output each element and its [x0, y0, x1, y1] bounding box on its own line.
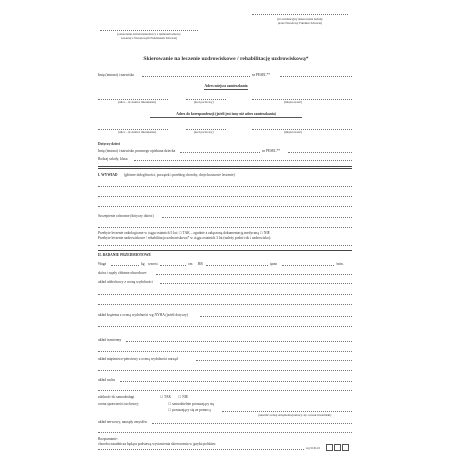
- school-field[interactable]: [134, 160, 352, 161]
- weight-field[interactable]: [111, 265, 139, 266]
- neuro-line-2[interactable]: [98, 390, 352, 391]
- corr-street-caption: (ulica – nr domu i mieszkania): [118, 130, 156, 134]
- lymph-field[interactable]: [156, 274, 352, 275]
- provider-caption-1: (oznaczenie świadczeniodawcy z numerem umowy: [117, 32, 181, 36]
- interview-line-3[interactable]: [98, 206, 352, 207]
- correspondence-heading-underline: [150, 117, 302, 118]
- school-label: Rodzaj szkoły, klasa: [98, 157, 128, 161]
- section-divider-1: [98, 166, 352, 167]
- respiratory-field[interactable]: [160, 283, 352, 284]
- selfcare-label: zdolność do samoobsługi: [98, 395, 135, 399]
- referral-caption-2: przez Narodowy Fundusz Zdrowia): [277, 21, 323, 25]
- selfcare-yes-option[interactable]: ☐ TAK: [160, 395, 172, 399]
- mobility-label: ocena sprawności ruchowej:: [98, 402, 139, 406]
- cardio-line-2[interactable]: [98, 326, 352, 327]
- cardio-field[interactable]: [200, 316, 352, 317]
- musculoskeletal-label: układ mięśniowo-piersiowy z oceną wydolności narząd: [98, 357, 178, 361]
- height-unit: cm: [188, 262, 193, 266]
- guardian-name-label: Imię (imiona) i nazwisko prawnego opiekuna dziecka: [98, 149, 176, 153]
- sense-label: układ nerwowy, narządy zmysłów: [98, 420, 148, 424]
- main-icd-box-3[interactable]: [342, 444, 349, 451]
- patient-name-field[interactable]: [142, 76, 250, 77]
- spa-history-question: Przebyte leczenie uzdrowiskowe / rehabilitacja uzdrowiskowa* w ciągu ostatnich 3 lat (należy podać rok i uzdrowisko):: [98, 236, 271, 240]
- exam-heading: II. BADANIE PRZEDMIOTOWE: [98, 253, 151, 257]
- patient-name-label: Imię (imiona) i nazwisko: [98, 73, 135, 77]
- interview-line-1[interactable]: [98, 186, 352, 187]
- address-heading: Adres miejsca zamieszkania: [204, 84, 248, 88]
- vaccination-field[interactable]: [162, 217, 352, 218]
- rr-field[interactable]: [206, 265, 268, 266]
- neuro-field[interactable]: [120, 381, 352, 382]
- height-label: wzrost: [148, 262, 158, 266]
- tetno-field[interactable]: [282, 265, 334, 266]
- respiratory-label: układ oddechowy z oceną wydolności: [98, 280, 153, 284]
- referral-caption-1: (nr ewidencyjny skierowania nadany: [277, 17, 323, 21]
- sense-line-2[interactable]: [98, 432, 352, 433]
- musculoskeletal-field[interactable]: [196, 360, 352, 361]
- address-city-caption: (miejscowość): [284, 100, 303, 104]
- corr-city-caption: (miejscowość): [284, 130, 303, 134]
- selfcare-no-option[interactable]: ☐ NIE: [178, 395, 189, 399]
- address-heading-underline: [204, 89, 248, 90]
- main-icd-box-1[interactable]: [326, 444, 333, 451]
- main-icd-label: wg ICD-10: [306, 446, 321, 450]
- diagnosis-heading: Rozpoznanie:: [98, 437, 118, 441]
- respiratory-line-3[interactable]: [98, 304, 352, 305]
- provider-stamp-line: [100, 30, 198, 31]
- tetno-unit: /min.: [336, 262, 344, 266]
- provider-caption-2: zawartej z Narodowym Funduszem Zdrowia): [120, 36, 178, 40]
- vaccination-label: Szczepienie ochronne (dotyczy dzieci): [98, 214, 154, 218]
- referral-number-line: [252, 14, 348, 15]
- vaccination-line-2[interactable]: [98, 227, 352, 228]
- digestive-line-2[interactable]: [98, 351, 352, 352]
- interview-heading-note: (główne dolegliwości, początek i przebieg choroby, dotychczasowe leczenie): [124, 173, 235, 177]
- section-divider-2: [98, 168, 352, 169]
- interview-line-2[interactable]: [98, 196, 352, 197]
- address-street-caption: (ulica – nr domu i mieszkania): [118, 100, 156, 104]
- patient-pesel-field[interactable]: [280, 76, 352, 77]
- tetno-label: tętno: [270, 262, 278, 266]
- rr-label: RR: [198, 262, 203, 266]
- patient-pesel-label: nr PESEL**: [252, 73, 271, 77]
- mobility-aid-field[interactable]: [222, 411, 352, 412]
- main-disease-label: choroba zasadnicza będąca podstawą wystawienia skierowania w języku polskim:: [98, 442, 216, 446]
- digestive-field[interactable]: [126, 341, 352, 342]
- height-field[interactable]: [160, 265, 186, 266]
- weight-unit: kg: [141, 262, 145, 266]
- respiratory-line-2[interactable]: [98, 294, 352, 295]
- oncology-question[interactable]: Przebyte leczenie onkologiczne w ciągu ostatnich 5 lat: ☐ TAK – zgodnie z załączoną dokumentacją medyczną ☐ NIE: [98, 231, 270, 235]
- sense-field[interactable]: [152, 423, 352, 424]
- lymph-label: skóra i węzły chłonne obwodowe:: [98, 271, 148, 275]
- main-icd-box-2[interactable]: [334, 444, 341, 451]
- main-disease-field[interactable]: [98, 449, 304, 450]
- musculoskeletal-line-2[interactable]: [98, 370, 352, 371]
- cardio-label: układ krążenia z oceną wydolności wg NYHA (jeżeli dotyczy): [98, 313, 189, 317]
- document-title: Skierowanie na leczenie uzdrowiskowe / rehabilitację uzdrowiskową*: [143, 56, 309, 62]
- guardian-pesel-label: nr PESEL**: [262, 149, 281, 153]
- neuro-label: układ ruchu: [98, 378, 116, 382]
- mobility-caption: (określić rodzaj urządzenia/pomocy, np. wózek inwalidzki): [258, 413, 332, 417]
- guardian-pesel-field[interactable]: [288, 152, 352, 153]
- section-divider-3: [98, 250, 352, 251]
- mobility-option-independent[interactable]: ☐ samodzielnie poruszający się: [168, 402, 215, 406]
- spa-history-field[interactable]: [98, 245, 352, 246]
- corr-postcode-caption: (kod pocztowy): [194, 130, 214, 134]
- interview-heading: I. WYWIAD: [98, 173, 118, 177]
- address-postcode-caption: (kod pocztowy): [194, 100, 214, 104]
- guardian-name-field[interactable]: [180, 152, 260, 153]
- correspondence-heading: Adres do korespondencji (jeżeli jest inny niż adres zamieszkania): [176, 112, 276, 116]
- child-heading: Dotyczy dzieci: [98, 142, 121, 146]
- mobility-option-assisted[interactable]: ☐ poruszający się za pomocą: [168, 408, 211, 412]
- digestive-label: układ trawienny: [98, 338, 122, 342]
- weight-label: Waga: [98, 262, 107, 266]
